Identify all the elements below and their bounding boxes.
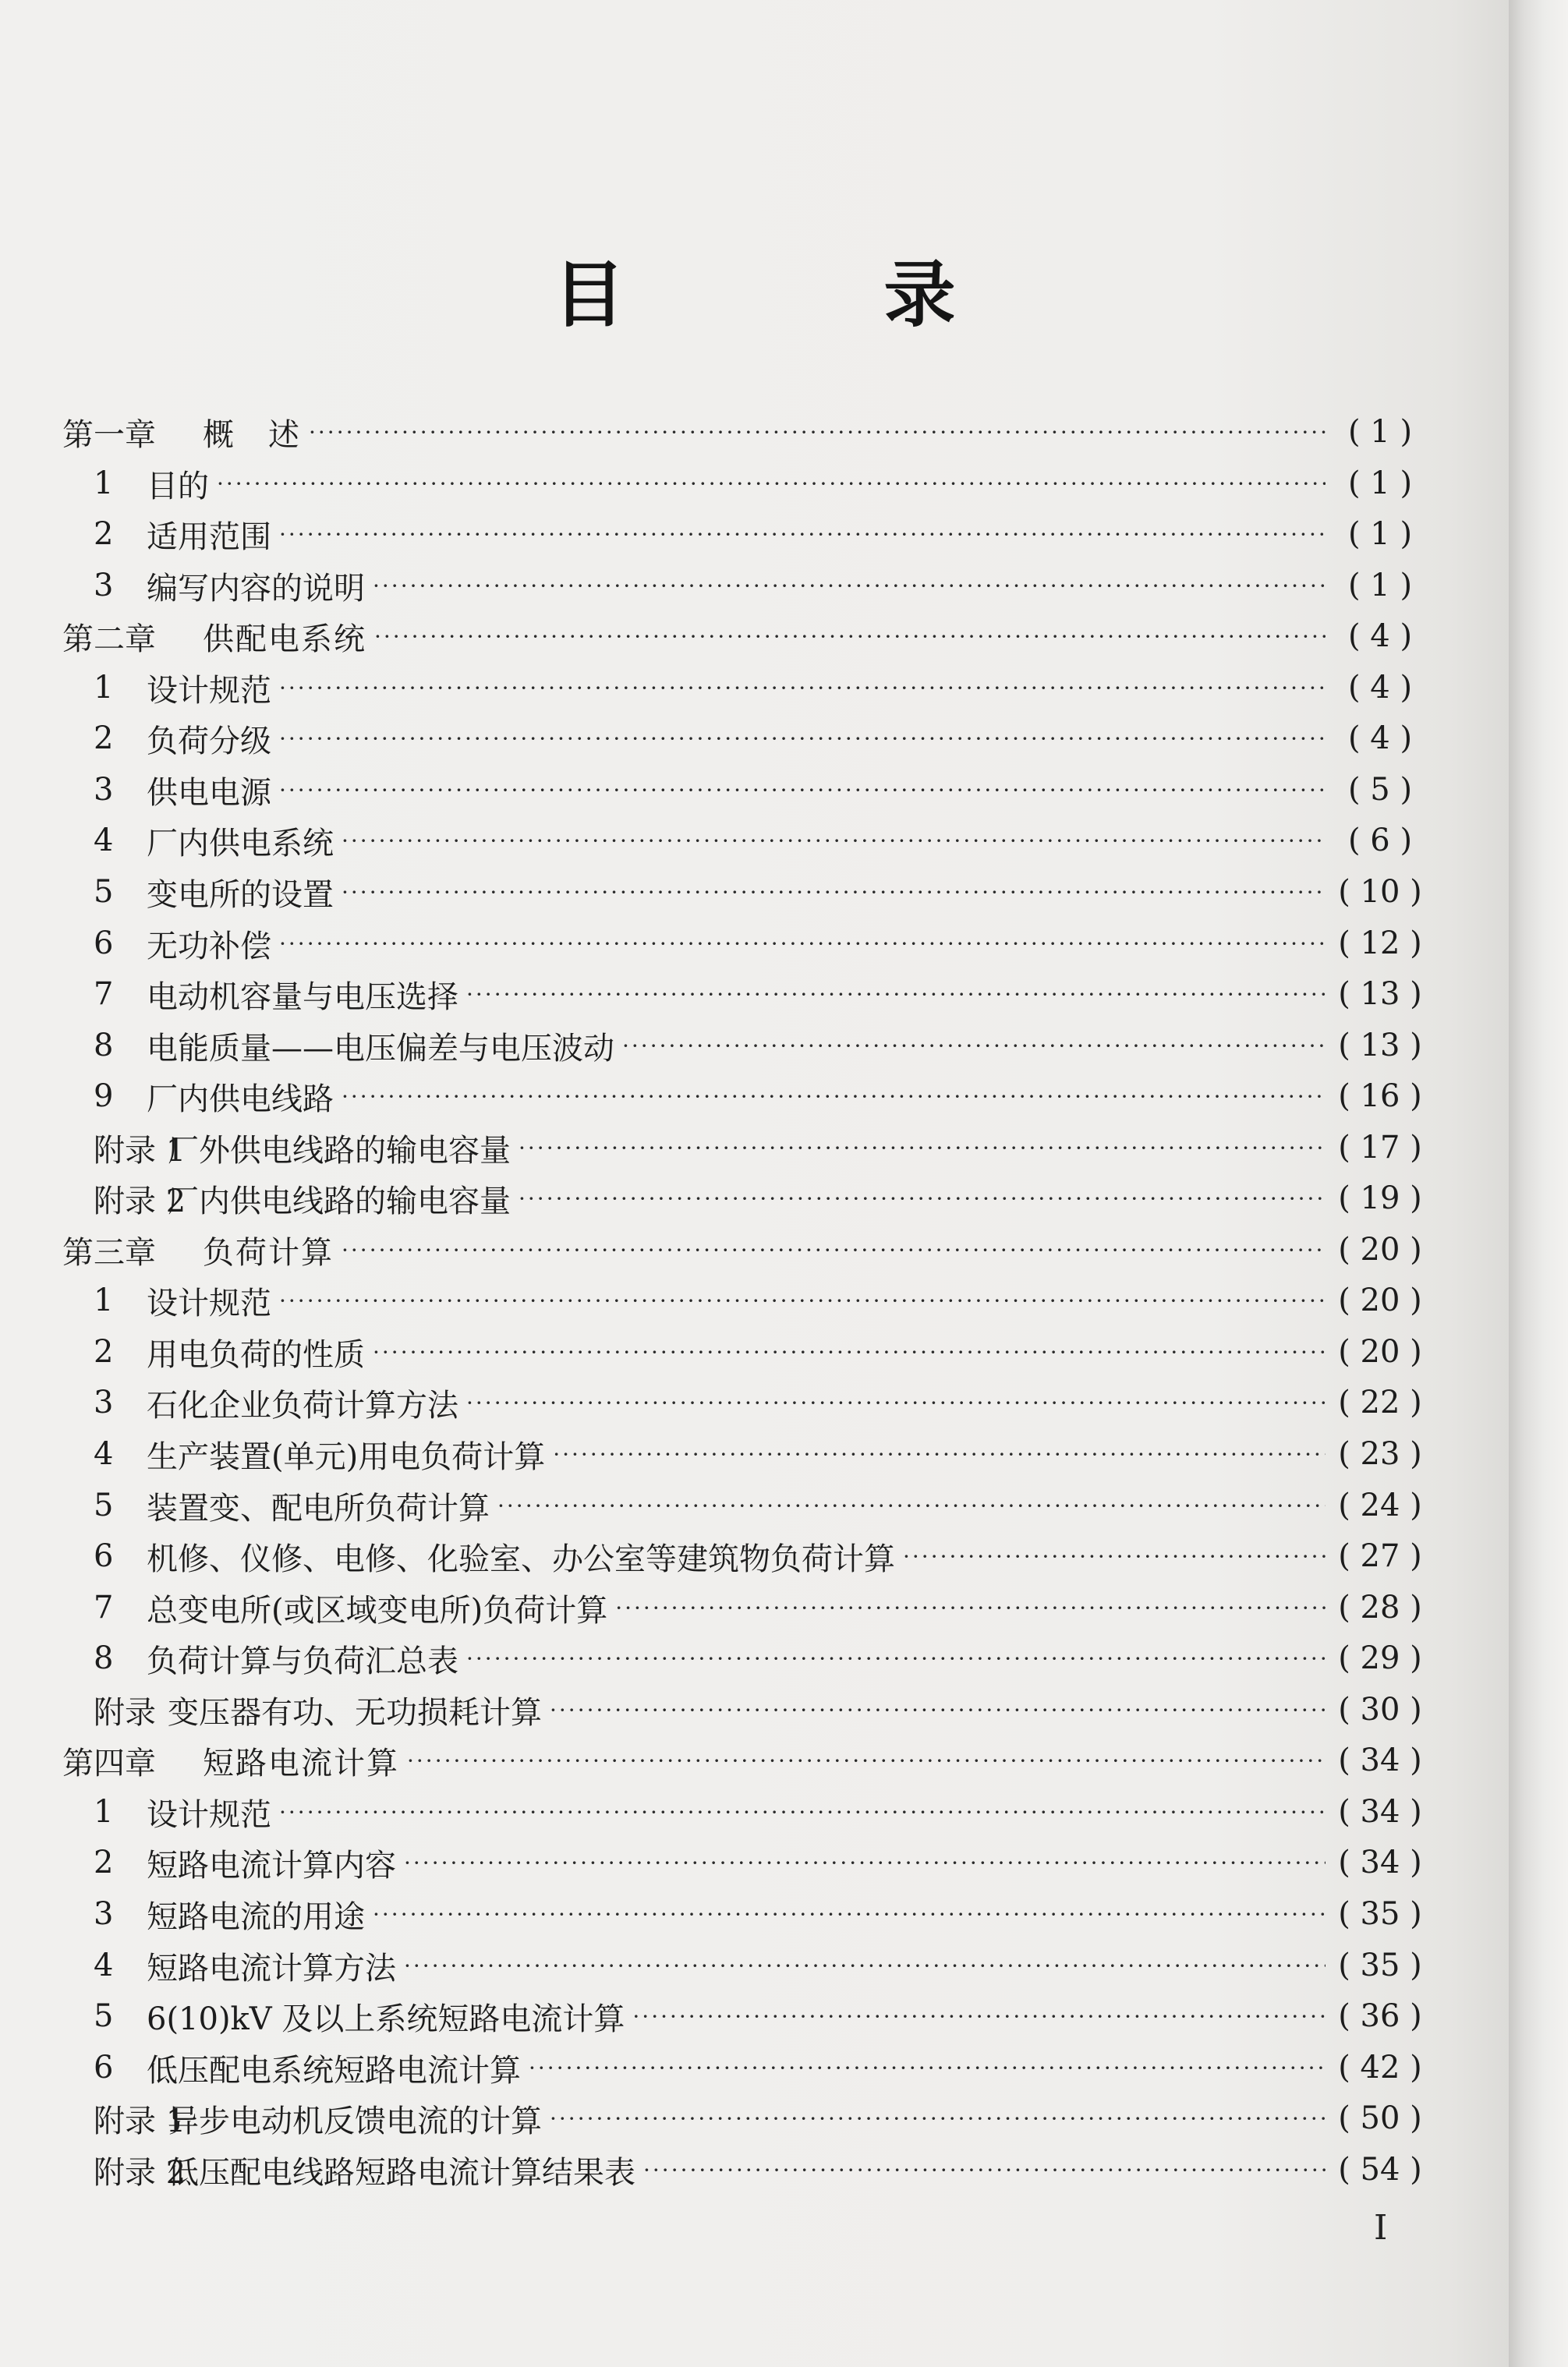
- toc-entry-title: 低压配电系统短路电流计算: [147, 2052, 521, 2089]
- toc-entry-title: 用电负荷的性质: [147, 1336, 365, 1373]
- toc-section-row: [94, 1635, 1427, 1682]
- toc-section-row: [94, 1993, 1427, 2040]
- toc-entry-number: 1: [94, 670, 114, 706]
- toc-section-row: [94, 2044, 1427, 2091]
- toc-leader-dots: [622, 1033, 1326, 1059]
- toc-leader-dots: [466, 1390, 1326, 1416]
- toc-section-row: [94, 1022, 1427, 1069]
- toc-entry-number: 9: [94, 1078, 114, 1114]
- toc-leader-dots: [342, 1237, 1326, 1263]
- toc-section-row: [94, 1584, 1427, 1631]
- toc-page-number: ( 4 ): [1347, 720, 1413, 756]
- toc-entry-title: 适用范围: [147, 518, 271, 555]
- toc-leader-dots: [466, 1646, 1326, 1672]
- toc-leader-dots: [342, 1084, 1326, 1109]
- toc-section-row: [94, 1533, 1427, 1580]
- toc-chapter-row: [62, 613, 1427, 660]
- toc-leader-dots: [309, 419, 1326, 445]
- toc-leader-dots: [519, 1135, 1326, 1161]
- toc-page-number: ( 1 ): [1347, 414, 1413, 450]
- page-title: 目 录: [553, 253, 1049, 337]
- toc-leader-dots: [279, 1799, 1326, 1825]
- toc-entry-title: 负荷计算: [203, 1234, 334, 1271]
- toc-leader-dots: [404, 1850, 1326, 1876]
- toc-section-row: [94, 1431, 1427, 1477]
- toc-section-row: [94, 1482, 1427, 1529]
- toc-entry-title: 短路电流计算内容: [147, 1847, 396, 1884]
- toc-entry-number: 3: [94, 568, 114, 603]
- toc-entry-title: 无功补偿: [147, 928, 271, 964]
- toc-page-number: ( 23 ): [1338, 1436, 1422, 1472]
- toc-section-row: [94, 1379, 1427, 1426]
- toc-entry-title: 变电所的设置: [147, 876, 334, 913]
- toc-page-number: ( 34 ): [1338, 1743, 1422, 1778]
- toc-page-number: ( 4 ): [1347, 618, 1413, 654]
- toc-leader-dots: [407, 1748, 1326, 1774]
- toc-page-number: ( 29 ): [1338, 1640, 1422, 1676]
- toc-entry-title: 负荷计算与负荷汇总表: [147, 1643, 458, 1679]
- toc-leader-dots: [632, 2004, 1326, 2029]
- toc-page-number: ( 34 ): [1338, 1794, 1422, 1830]
- toc-entry-number: 6: [94, 1538, 114, 1574]
- toc-section-row: [94, 1839, 1427, 1886]
- toc-page-number: ( 27 ): [1338, 1538, 1422, 1574]
- toc-leader-dots: [550, 1697, 1326, 1723]
- toc-leader-dots: [279, 522, 1326, 547]
- toc-page-number: ( 22 ): [1338, 1385, 1422, 1421]
- toc-entry-title: 电动机容量与电压选择: [147, 978, 458, 1015]
- toc-entry-title: 短路电流计算: [203, 1745, 399, 1781]
- toc-section-row: [94, 971, 1427, 1017]
- toc-entry-title: 变压器有功、无功损耗计算: [168, 1694, 542, 1731]
- toc-entry-number: 4: [94, 1436, 114, 1472]
- toc-entry-title: 供配电系统: [203, 621, 366, 657]
- toc-leader-dots: [373, 1902, 1326, 1927]
- toc-page-number: ( 1 ): [1347, 465, 1413, 501]
- toc-section-row: [94, 715, 1427, 762]
- toc-entry-number: 2: [94, 516, 114, 552]
- toc-leader-dots: [529, 2055, 1326, 2081]
- toc-leader-dots: [279, 777, 1326, 803]
- toc-entry-number: 6: [94, 2050, 114, 2086]
- toc-entry-number: 2: [94, 1334, 114, 1370]
- toc-entry-title: 装置变、配电所负荷计算: [147, 1490, 490, 1527]
- toc-chapter-row: [62, 1737, 1427, 1784]
- toc-entry-title: 供电电源: [147, 774, 271, 811]
- toc-appendix-row: [94, 2095, 1427, 2142]
- toc-entry-number: 3: [94, 772, 114, 808]
- toc-leader-dots: [342, 879, 1326, 905]
- toc-chapter-row: [62, 1226, 1427, 1273]
- toc-section-row: [94, 1329, 1427, 1375]
- toc-entry-number: 附录: [94, 1694, 156, 1731]
- toc-leader-dots: [279, 675, 1326, 701]
- toc-entry-title: 6(10)kV 及以上系统短路电流计算: [147, 2001, 625, 2037]
- toc-section-row: [94, 562, 1427, 609]
- toc-entry-title: 概 述: [203, 416, 301, 453]
- toc-leader-dots: [615, 1595, 1326, 1621]
- toc-entry-number: 3: [94, 1896, 114, 1932]
- toc-appendix-row: [94, 1124, 1427, 1171]
- toc-leader-dots: [279, 1288, 1326, 1314]
- toc-leader-dots: [404, 1953, 1326, 1979]
- toc-entry-number: 7: [94, 976, 114, 1012]
- toc-page-number: ( 28 ): [1338, 1590, 1422, 1626]
- toc-entry-number: 5: [94, 1998, 114, 2034]
- toc-page-number: ( 19 ): [1338, 1180, 1422, 1216]
- toc-entry-title: 厂内供电线路: [147, 1081, 334, 1117]
- toc-entry-number: 附录 1: [94, 2103, 186, 2139]
- toc-section-row: [94, 460, 1427, 507]
- toc-section-row: [94, 1891, 1427, 1937]
- toc-entry-number: 第二章: [62, 621, 156, 657]
- toc-page-number: ( 30 ): [1338, 1692, 1422, 1728]
- toc-entry-title: 设计规范: [147, 1285, 271, 1321]
- toc-page-number: ( 20 ): [1338, 1283, 1422, 1318]
- page-folio: I: [1374, 2208, 1388, 2248]
- toc-entry-number: 5: [94, 874, 114, 910]
- toc-entry-title: 异步电动机反馈电流的计算: [168, 2103, 542, 2139]
- toc-entry-number: 第三章: [62, 1234, 156, 1271]
- toc-leader-dots: [279, 726, 1326, 752]
- toc-page-number: ( 6 ): [1347, 823, 1413, 858]
- toc-entry-number: 第四章: [62, 1745, 156, 1781]
- toc-section-row: [94, 1789, 1427, 1835]
- toc-page-number: ( 20 ): [1338, 1334, 1422, 1370]
- toc-entry-number: 附录 2: [94, 1183, 186, 1219]
- toc-page-number: ( 36 ): [1338, 1998, 1422, 2034]
- toc-section-row: [94, 817, 1427, 864]
- toc-page-number: ( 1 ): [1347, 516, 1413, 552]
- toc-leader-dots: [279, 931, 1326, 957]
- toc-entry-title: 总变电所(或区域变电所)负荷计算: [147, 1592, 608, 1629]
- toc-leader-dots: [553, 1442, 1326, 1467]
- toc-page-number: ( 34 ): [1338, 1845, 1422, 1881]
- toc-page-number: ( 4 ): [1347, 670, 1413, 706]
- toc-appendix-row: [94, 2146, 1427, 2193]
- toc-leader-dots: [497, 1493, 1326, 1519]
- toc-entry-number: 6: [94, 925, 114, 961]
- toc-page-number: ( 1 ): [1347, 568, 1413, 603]
- toc-page-number: ( 16 ): [1338, 1078, 1422, 1114]
- toc-page-number: ( 5 ): [1347, 772, 1413, 808]
- toc-entry-title: 厂内供电线路的输电容量: [168, 1183, 511, 1219]
- toc-section-row: [94, 511, 1427, 557]
- toc-page-number: ( 35 ): [1338, 1896, 1422, 1932]
- toc-entry-title: 厂内供电系统: [147, 825, 334, 862]
- toc-entry-title: 电能质量——电压偏差与电压波动: [147, 1030, 614, 1067]
- toc-entry-number: 附录 1: [94, 1132, 186, 1169]
- toc-section-row: [94, 664, 1427, 711]
- toc-entry-title: 短路电流计算方法: [147, 1950, 396, 1987]
- toc-entry-number: 8: [94, 1028, 114, 1063]
- toc-section-row: [94, 920, 1427, 967]
- toc-entry-number: 1: [94, 1794, 114, 1830]
- toc-entry-title: 短路电流的用途: [147, 1898, 365, 1935]
- toc-page-number: ( 35 ): [1338, 1948, 1422, 1983]
- toc-appendix-row: [94, 1686, 1427, 1733]
- toc-entry-number: 第一章: [62, 416, 156, 453]
- toc-entry-number: 2: [94, 1845, 114, 1881]
- toc-entry-number: 2: [94, 720, 114, 756]
- toc-page-number: ( 24 ): [1338, 1488, 1422, 1523]
- toc-entry-number: 5: [94, 1488, 114, 1523]
- toc-page-number: ( 17 ): [1338, 1130, 1422, 1166]
- toc-entry-title: 负荷分级: [147, 723, 271, 759]
- toc-entry-title: 石化企业负荷计算方法: [147, 1387, 458, 1424]
- toc-section-row: [94, 1277, 1427, 1324]
- toc-entry-number: 3: [94, 1385, 114, 1421]
- toc-leader-dots: [374, 624, 1326, 649]
- toc-page-number: ( 13 ): [1338, 976, 1422, 1012]
- toc-entry-title: 设计规范: [147, 1796, 271, 1833]
- toc-appendix-row: [94, 1175, 1427, 1222]
- toc-leader-dots: [466, 982, 1326, 1007]
- toc-entry-number: 附录 2: [94, 2154, 186, 2191]
- toc-entry-title: 目的: [147, 468, 209, 504]
- toc-entry-title: 厂外供电线路的输电容量: [168, 1132, 511, 1169]
- toc-entry-title: 设计规范: [147, 672, 271, 709]
- toc-section-row: [94, 1942, 1427, 1989]
- toc-leader-dots: [903, 1544, 1326, 1569]
- toc-leader-dots: [373, 1339, 1326, 1365]
- toc-page-number: ( 42 ): [1338, 2050, 1422, 2086]
- toc-entry-title: 机修、仪修、电修、化验室、办公室等建筑物负荷计算: [147, 1541, 895, 1577]
- toc-entry-number: 4: [94, 823, 114, 858]
- toc-leader-dots: [643, 2157, 1326, 2183]
- toc-page-number: ( 50 ): [1338, 2100, 1422, 2136]
- toc-entry-title: 编写内容的说明: [147, 570, 365, 607]
- toc-leader-dots: [342, 828, 1326, 854]
- toc-section-row: [94, 766, 1427, 813]
- toc-entry-title: 生产装置(单元)用电负荷计算: [147, 1438, 546, 1475]
- toc-leader-dots: [550, 2106, 1326, 2132]
- toc-leader-dots: [373, 573, 1326, 599]
- page-edge: [1509, 0, 1568, 2367]
- toc-entry-title: 低压配电线路短路电流计算结果表: [168, 2154, 635, 2191]
- toc-entry-number: 4: [94, 1948, 114, 1983]
- toc-section-row: [94, 1073, 1427, 1120]
- toc-entry-number: 7: [94, 1590, 114, 1626]
- toc-page-number: ( 10 ): [1338, 874, 1422, 910]
- toc-page-number: ( 13 ): [1338, 1028, 1422, 1063]
- toc-section-row: [94, 869, 1427, 915]
- toc-page-number: ( 54 ): [1338, 2152, 1422, 2188]
- toc-entry-number: 1: [94, 465, 114, 501]
- toc-leader-dots: [519, 1186, 1326, 1212]
- toc-leader-dots: [217, 471, 1326, 497]
- toc-entry-number: 8: [94, 1640, 114, 1676]
- toc-page-number: ( 20 ): [1338, 1232, 1422, 1268]
- toc-page-number: ( 12 ): [1338, 925, 1422, 961]
- toc-chapter-row: [62, 409, 1427, 455]
- toc-entry-number: 1: [94, 1283, 114, 1318]
